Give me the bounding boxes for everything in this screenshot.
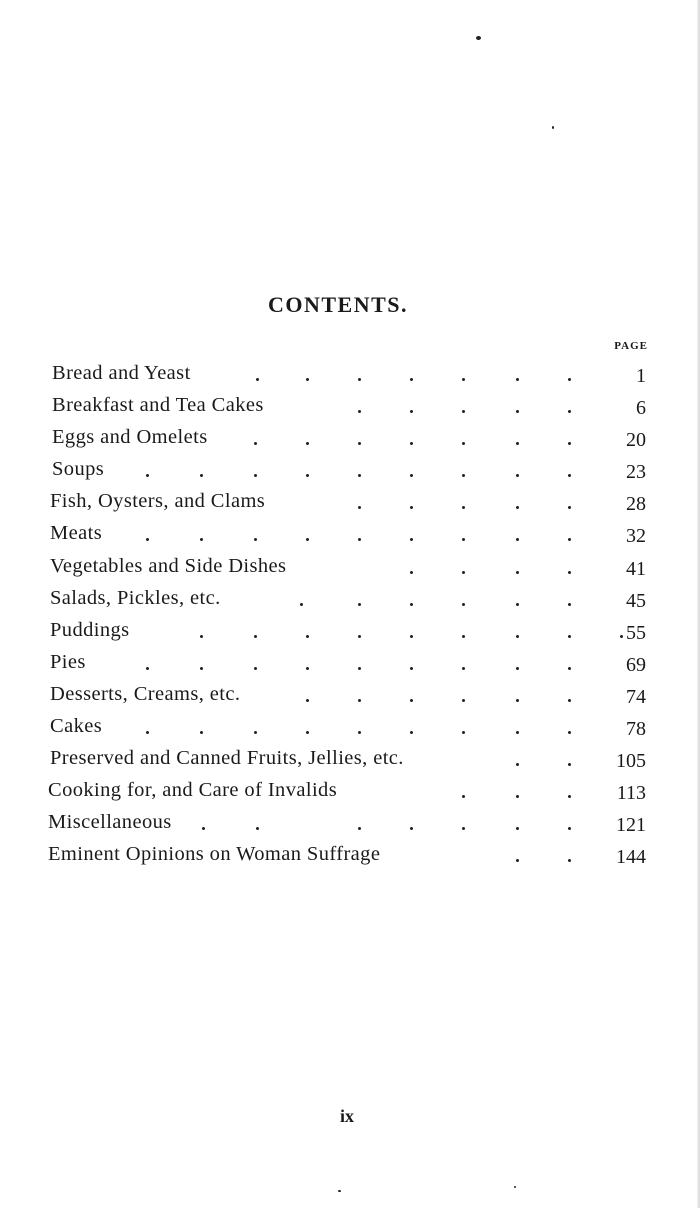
leader-dot xyxy=(200,474,203,477)
leader-dot xyxy=(568,699,571,702)
leader-dot xyxy=(568,506,571,509)
toc-entry-label: Eminent Opinions on Woman Suffrage xyxy=(48,843,381,866)
leader-dot xyxy=(410,506,413,509)
table-of-contents xyxy=(0,357,700,871)
leader-dot xyxy=(462,827,465,830)
leader-dot xyxy=(410,571,413,574)
toc-entry[interactable] xyxy=(0,421,700,453)
leader-dot xyxy=(410,474,413,477)
leader-dot xyxy=(256,378,259,381)
toc-entry[interactable] xyxy=(0,806,700,838)
leader-dot xyxy=(516,538,519,541)
leader-dot xyxy=(462,506,465,509)
contents-title: CONTENTS. xyxy=(267,292,409,317)
leader-dot xyxy=(200,731,203,734)
leader-dot xyxy=(568,635,571,638)
toc-entry-page: 45 xyxy=(626,589,646,612)
toc-entry-label: Pies xyxy=(50,650,86,673)
leader-dot xyxy=(462,442,465,445)
leader-dot xyxy=(516,378,519,381)
toc-entry-page: 121 xyxy=(616,814,646,837)
toc-entry-page: 113 xyxy=(616,782,646,805)
leader-dot xyxy=(306,731,309,734)
leader-dot xyxy=(462,699,465,702)
leader-dot xyxy=(358,538,361,541)
leader-dot xyxy=(462,667,465,670)
toc-entry-label: Soups xyxy=(52,458,105,481)
leader-dot xyxy=(568,603,571,606)
leader-dot xyxy=(516,635,519,638)
toc-entry[interactable] xyxy=(0,742,700,774)
toc-entry-label: Miscellaneous xyxy=(48,811,172,834)
leader-dot xyxy=(254,442,257,445)
leader-dot xyxy=(516,603,519,606)
leader-dot xyxy=(358,667,361,670)
leader-dot xyxy=(410,378,413,381)
leader-dot xyxy=(516,763,519,766)
leader-dot xyxy=(410,410,413,413)
leader-dot xyxy=(306,635,309,638)
leader-dot xyxy=(254,731,257,734)
toc-entry-label: Preserved and Canned Fruits, Jellies, etc. xyxy=(50,747,404,770)
toc-entry[interactable] xyxy=(0,517,700,549)
leader-dot xyxy=(146,667,149,670)
scan-speck xyxy=(338,1190,341,1192)
toc-entry-label: Fish, Oysters, and Clams xyxy=(50,490,266,513)
leader-dot xyxy=(568,378,571,381)
leader-dot xyxy=(462,603,465,606)
leader-dot xyxy=(358,603,361,606)
toc-entry-page: 6 xyxy=(636,397,646,420)
leader-dot xyxy=(146,474,149,477)
leader-dot xyxy=(358,699,361,702)
leader-dot xyxy=(462,731,465,734)
leader-dot xyxy=(200,667,203,670)
toc-entry-label: Breakfast and Tea Cakes xyxy=(52,394,264,417)
toc-entry-label: Desserts, Creams, etc. xyxy=(50,682,241,705)
toc-entry-page: 20 xyxy=(626,429,646,452)
leader-dot xyxy=(306,474,309,477)
toc-entry-page: 144 xyxy=(616,846,646,869)
leader-dot xyxy=(358,378,361,381)
leader-dot xyxy=(462,474,465,477)
toc-entry-label: Eggs and Omelets xyxy=(52,426,208,449)
leader-dot xyxy=(516,474,519,477)
leader-dot xyxy=(516,410,519,413)
leader-dot xyxy=(254,635,257,638)
leader-dot xyxy=(410,442,413,445)
leader-dot xyxy=(306,699,309,702)
toc-entry[interactable] xyxy=(0,357,700,389)
leader-dot xyxy=(516,571,519,574)
leader-dot xyxy=(516,506,519,509)
leader-dot xyxy=(410,538,413,541)
toc-entry-label: Bread and Yeast xyxy=(52,362,191,384)
leader-dot xyxy=(568,474,571,477)
leader-dot xyxy=(254,474,257,477)
scan-speck xyxy=(514,1186,516,1188)
leader-dot xyxy=(200,635,203,638)
leader-dot xyxy=(410,699,413,702)
leader-dot xyxy=(358,442,361,445)
leader-dot xyxy=(306,442,309,445)
toc-entry[interactable] xyxy=(0,710,700,742)
leader-dot xyxy=(306,378,309,381)
leader-dot xyxy=(516,731,519,734)
toc-entry-page: 32 xyxy=(626,525,646,548)
leader-dot xyxy=(146,538,149,541)
leader-dot xyxy=(358,635,361,638)
toc-entry-page: 1 xyxy=(636,365,646,387)
leader-dot xyxy=(256,827,259,830)
roman-page-number: ix xyxy=(339,1106,354,1126)
toc-entry-page: 28 xyxy=(626,493,646,516)
leader-dot xyxy=(358,410,361,413)
toc-entry-page: 41 xyxy=(626,557,646,580)
toc-entry-label: Cooking for, and Care of Invalids xyxy=(48,779,338,802)
toc-entry-page: 105 xyxy=(616,750,646,773)
leader-dot xyxy=(568,827,571,830)
toc-entry[interactable] xyxy=(0,678,700,710)
toc-entry[interactable] xyxy=(0,646,700,678)
scan-speck xyxy=(476,36,481,40)
toc-entry[interactable] xyxy=(0,582,700,614)
leader-dot xyxy=(516,667,519,670)
leader-dot xyxy=(516,699,519,702)
leader-dot xyxy=(200,538,203,541)
leader-dot xyxy=(568,731,571,734)
toc-entry-label: Meats xyxy=(50,522,103,545)
leader-dot xyxy=(358,506,361,509)
toc-entry-label: Salads, Pickles, etc. xyxy=(50,586,221,609)
toc-entry[interactable] xyxy=(0,838,700,870)
leader-dot xyxy=(410,635,413,638)
leader-dot xyxy=(568,667,571,670)
leader-dot xyxy=(410,731,413,734)
leader-dot xyxy=(516,859,519,862)
toc-entry-label: Puddings xyxy=(50,618,130,641)
scan-speck xyxy=(552,126,554,129)
leader-dot xyxy=(568,571,571,574)
toc-entry-page: 74 xyxy=(626,685,646,708)
leader-dot xyxy=(516,795,519,798)
toc-entry-page: 55 xyxy=(626,621,646,644)
leader-dot xyxy=(410,603,413,606)
leader-dot xyxy=(516,442,519,445)
toc-entry-label: Cakes xyxy=(50,715,103,738)
leader-dot xyxy=(568,859,571,862)
leader-dot xyxy=(462,538,465,541)
leader-dot xyxy=(568,538,571,541)
toc-entry[interactable] xyxy=(0,774,700,806)
leader-dot xyxy=(462,410,465,413)
leader-dot xyxy=(358,827,361,830)
leader-dot xyxy=(254,538,257,541)
leader-dot xyxy=(358,731,361,734)
toc-entry-label: Vegetables and Side Dishes xyxy=(50,554,287,577)
leader-dot xyxy=(462,795,465,798)
leader-dot xyxy=(568,763,571,766)
leader-dot xyxy=(462,378,465,381)
toc-entry[interactable] xyxy=(0,614,700,646)
leader-dot xyxy=(306,538,309,541)
toc-entry[interactable] xyxy=(0,389,700,421)
leader-dot xyxy=(306,667,309,670)
page-column-heading: PAGE xyxy=(614,340,648,352)
leader-dot xyxy=(568,410,571,413)
toc-entry[interactable] xyxy=(0,453,700,485)
toc-entry-page: 78 xyxy=(626,718,646,741)
toc-entry-page: 69 xyxy=(626,653,646,676)
leader-dot xyxy=(254,667,257,670)
leader-dot xyxy=(462,635,465,638)
leader-dot xyxy=(358,474,361,477)
leader-dot xyxy=(568,795,571,798)
leader-dot xyxy=(146,731,149,734)
toc-entry-page: 23 xyxy=(626,461,646,484)
leader-dot xyxy=(410,667,413,670)
toc-entry[interactable] xyxy=(0,485,700,517)
leader-dot xyxy=(410,827,413,830)
leader-dot xyxy=(568,442,571,445)
leader-dot xyxy=(516,827,519,830)
toc-entry[interactable] xyxy=(0,550,700,582)
leader-dot xyxy=(462,571,465,574)
leader-dot xyxy=(202,827,205,830)
leader-dot xyxy=(300,603,303,606)
